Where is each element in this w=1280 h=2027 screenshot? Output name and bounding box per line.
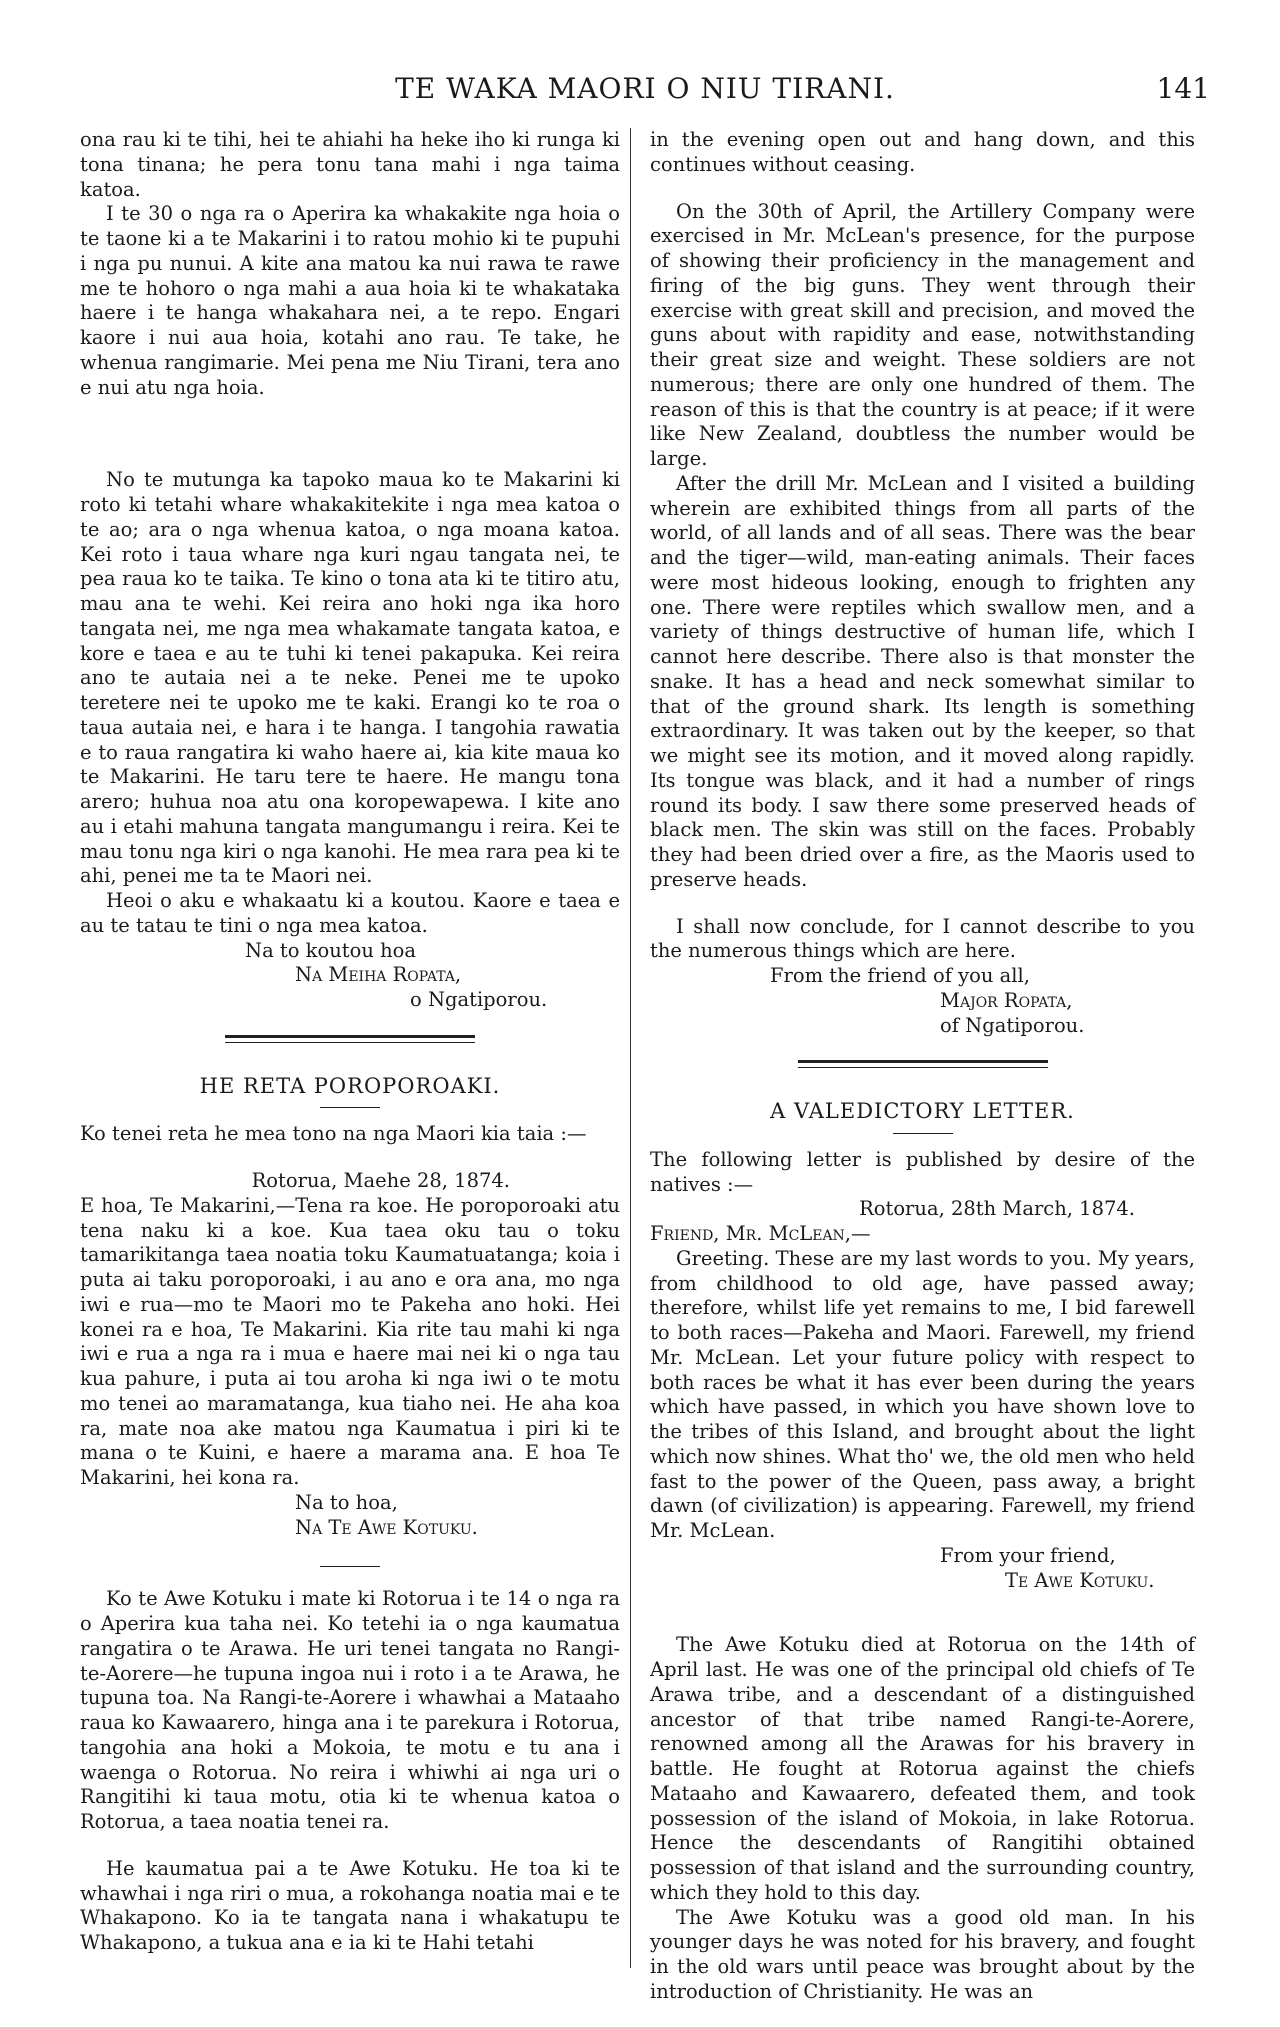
letter-body: Greeting. These are my last words to you. My years, from childhood to old age, have passed away; therefore, whilst life yet remains to me, I bid farewell to both races—Pakeha and Maori. Farewell, my friend Mr. McLean. Let your future policy with respect to both races be what it has ever been during the years which have passed, in which you have shown love to the tribes of this Island, and brought about the light which now shines. What tho' we, the old men who held fast to the power of the Queen, pass away, a bright dawn (of civilization) is appearing. Farewell, my friend Mr. McLean. <box>650 1246 1195 1543</box>
signature-tribe: o Ngatiporou. <box>410 988 548 1011</box>
signature-name: Na Te Awe Kotuku. <box>295 1515 478 1539</box>
section-rule <box>225 1035 475 1043</box>
letter-body: E hoa, Te Makarini,—Tena ra koe. He poroporoaki atu tena naku ki a koe. Kua taea oku tau o toku tamarikitanga taea noatia toku Kaumatuatanga; koia i puta ai taku poroporoaki, i au ano e ora ana, mo nga iwi e rua—mo te Maori mo te Pakeha ano hoki. Hei konei ra e hoa, Te Makarini. Kia rite tau mahi ki nga iwi e rua a nga ra i mua e haere mai nei ki o nga tau kua pahure, i puta ai tou aroha ki nga iwi o te motu mo tenei ao maramatanga, kua tiaho nei. He aha koa ra, mate noa ake matou nga Kaumatua i piri ki te mana o te Kuini, e haere a marama ana. E hoa Te Makarini, hei kona ra. <box>80 1193 620 1490</box>
signature-line: From your friend, <box>940 1543 1116 1567</box>
page-header <box>80 72 1210 112</box>
heading-rule <box>320 1107 380 1108</box>
paragraph: in the evening open out and hang down, and this continues without ceasing. <box>650 128 1195 176</box>
section-heading: A VALEDICTORY LETTER. <box>770 1099 1075 1124</box>
paragraph: I te 30 o nga ra o Aperira ka whakakite nga hoia o te taone ki a te Makarini i to ratou mohio ki te pupuhi i nga pu nunui. A kite ana matou ka nui rawa te rawe me te hohoro o nga mahi a aua hoia ki te whakataka haere i te hanga whakahara nei, a te repo. Engari kaore i nui aua hoia, kotahi ano rau. Te take, he whenua rangimarie. Mei pena me Niu Tirani, tera ano e nui atu nga hoia. <box>80 202 620 399</box>
signature-line: From the friend of you all, <box>770 964 1030 987</box>
letter-intro: Ko tenei reta he mea tono na nga Maori kia taia :— <box>80 1122 587 1146</box>
signature-line: Na to koutou hoa <box>245 938 417 962</box>
maori-column <box>80 128 620 1956</box>
separator-rule <box>320 1566 380 1567</box>
signature-name: Major Ropata, <box>940 988 1073 1012</box>
letter-date: Rotorua, 28th March, 1874. <box>859 1197 1135 1221</box>
section-rule <box>798 1060 1048 1068</box>
paragraph: After the drill Mr. McLean and I visited a building wherein are exhibited things from all parts of the world, of all lands and of all seas. There was the bear and the tiger—wild, man-eating animals. Their faces were most hideous looking, enough to frighten any one. There were reptiles which swallow men, and a variety of things destructive of human life, which I cannot here describe. There also is that monster the snake. It has a head and neck somewhat similar to that of the ground shark. Its length is something extraordinary. It was taken out by the keeper, so that we might see its motion, and it moved along rapidly. Its tongue was black, and it had a number of rings round its body. I saw there some preserved heads of black men. The skin was still on the faces. Probably they had been dried over a fire, as the Maoris used to preserve heads. <box>650 471 1195 891</box>
paragraph: Heoi o aku e whakaatu ki a koutou. Kaore e taea e au te tatau te tini o nga mea katoa. <box>80 889 620 937</box>
signature-line: Na to hoa, <box>295 1490 398 1514</box>
paragraph: The Awe Kotuku was a good old man. In his younger days he was noted for his bravery, and fought in the old wars until peace was brought about by the introduction of Christianity. He was an <box>650 1905 1195 2003</box>
letter-date: Rotorua, Maehe 28, 1874. <box>251 1169 510 1193</box>
heading-rule <box>893 1133 953 1134</box>
signature-name: Na Meiha Ropata, <box>295 963 462 987</box>
signature-tribe: of Ngatiporou. <box>940 1013 1085 1037</box>
paragraph: Ko te Awe Kotuku i mate ki Rotorua i te 14 o nga ra o Aperira kua taha nei. Ko tetehi ia o nga kaumatua rangatira o te Arawa. He uri tenei tangata no Rangi-te-Aorere—he tupuna ingoa nui i roto i a te Arawa, he tupuna toa. Na Rangi-te-Aorere i whawhai a Mataaho raua ko Kawaarero, hinga ana i te parekura i Rotorua, tangohia ana hoki a Mokoia, te motu e tu ana i waenga o Rotorua. No reira i whiwhi ai nga uri o Rangitihi ki taua motu, otia ki te whenua katoa o Rotorua, a taea noatia tenei ra. <box>80 1587 620 1834</box>
column-divider <box>630 128 631 1968</box>
page-number: 141 <box>1156 72 1210 105</box>
letter-intro: The following letter is published by desire of the natives :— <box>650 1147 1195 1196</box>
signature-name: Te Awe Kotuku. <box>1005 1568 1155 1592</box>
paragraph: The Awe Kotuku died at Rotorua on the 14th of April last. He was one of the principal old chiefs of Te Arawa tribe, and a descendant of a distinguished ancestor of that tribe named Rangi-te-Aorere, renowned among all the Arawas for his bravery in battle. He fought at Rotorua against the chiefs Mataaho and Kawaarero, defeated them, and took possession of the island of Mokoia, in lake Rotorua. Hence the descendants of Rangitihi obtained possession of that island and the surrounding country, which they hold to this day. <box>650 1633 1195 1904</box>
section-heading: HE RETA POROPOROAKI. <box>199 1073 501 1098</box>
paragraph: No te mutunga ka tapoko maua ko te Makarini ki roto ki tetahi whare whakakitekite i nga mea katoa o te ao; ara o nga whenua katoa, o nga moana katoa. Kei roto i taua whare nga kuri ngau tangata nei, te pea raua ko te taika. Te kino o tona ata ki te titiro atu, mau ana te wehi. Kei reira ano hoki nga ika horo tangata nei, me nga mea whakamate tangata katoa, e kore e taea e au te tuhi ki tenei pakapuka. Kei reira ano te autaia nei a te neke. Penei me te upoko teretere nei te upoko me te kaki. Erangi ko te roa o taua autaia nei, e hara i te hanga. I tangohia rawatia e to raua rangatira ki waho haere ai, kia kite maua ko te Makarini. He taru tere te haere. He mangu tona arero; huhua noa atu ona koropewapewa. I kite ano au i etahi mahuna tangata mangumangu i reira. Kei te mau tonu nga kiri o nga kanohi. He mea rara pea ki te ahi, penei me ta te Maori nei. <box>80 468 620 888</box>
paragraph: On the 30th of April, the Artillery Company were exercised in Mr. McLean's presence, for the purpose of showing their proficiency in the management and firing of the big guns. They went through their exercise with great skill and precision, and moved the guns about with rapidity and ease, notwithstanding their great size and weight. These soldiers are not numerous; there are only one hundred of them. The reason of this is that the country is at peace; if it were like New Zealand, doubtless the number would be large. <box>650 199 1195 470</box>
paragraph: ona rau ki te tihi, hei te ahiahi ha heke iho ki runga ki tona tinana; he pera tonu tana mahi i nga taima katoa. <box>80 128 620 201</box>
newspaper-title: TE WAKA MAORI O NIU TIRANI. <box>395 72 895 105</box>
english-column <box>650 128 1195 2005</box>
letter-salutation: Friend, Mr. McLean,— <box>650 1222 871 1246</box>
paragraph: He kaumatua pai a te Awe Kotuku. He toa ki te whawhai i nga riri o mua, a rokohanga noatia mai e te Whakapono. Ko ia te tangata nana i whakatupu te Whakapono, a tukua ana e ia ki te Hahi tetahi <box>80 1856 620 1955</box>
paragraph: I shall now conclude, for I cannot describe to you the numerous things which are here. <box>650 914 1195 963</box>
